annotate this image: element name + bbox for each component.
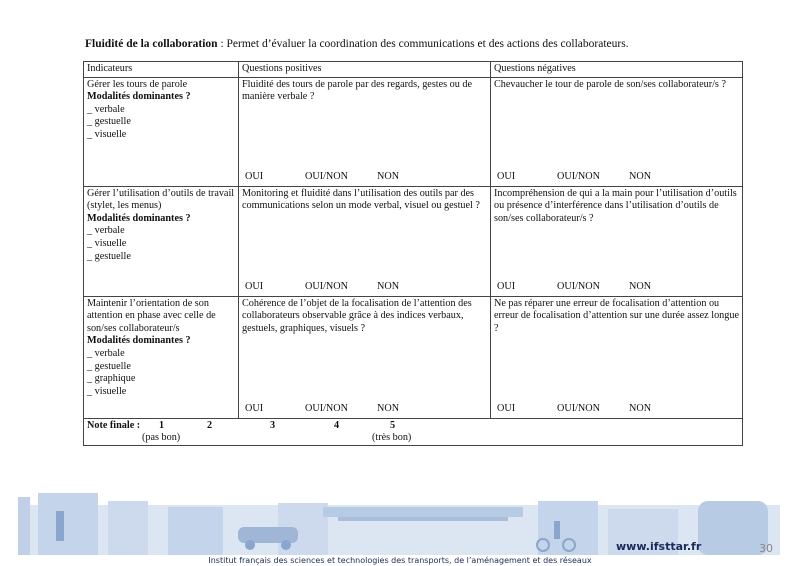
modalite-option: _ verbale: [87, 103, 125, 115]
answer-oui[interactable]: OUI: [497, 281, 516, 292]
answer-non[interactable]: NON: [377, 171, 400, 182]
answer-oui-non[interactable]: OUI/NON: [305, 171, 349, 182]
note-score-5[interactable]: 5: [390, 419, 396, 431]
heading-title: Fluidité de la collaboration: [85, 38, 218, 50]
indicator-title: Gérer l’utilisation d’outils de travail (stylet, les menus): [87, 187, 235, 212]
modalite-option: _ gestuelle: [87, 250, 131, 262]
indicator-title: Maintenir l’orientation de son attention en phase avec celle de son/ses collaborateur/s: [87, 297, 216, 334]
header-questions-negatives: Questions négatives: [491, 62, 743, 78]
answer-oui[interactable]: OUI: [245, 281, 264, 292]
negative-question-cell: [491, 296, 743, 418]
answer-options: [497, 171, 669, 184]
answer-non[interactable]: NON: [377, 281, 400, 292]
table-header-row: [84, 62, 743, 78]
indicator-cell: [84, 296, 239, 418]
positive-question-cell: [239, 296, 491, 418]
modalites-label: Modalités dominantes ?: [87, 335, 191, 347]
header-questions-positives: Questions positives: [239, 62, 491, 78]
note-score-3[interactable]: 3: [270, 419, 276, 431]
answer-oui[interactable]: OUI: [245, 171, 264, 182]
answer-oui-non[interactable]: OUI/NON: [305, 281, 349, 292]
answer-oui[interactable]: OUI: [497, 403, 516, 414]
evaluation-table: [83, 61, 743, 446]
modalite-option: _ visuelle: [87, 385, 127, 397]
header-indicateurs: Indicateurs: [84, 62, 239, 78]
answer-non[interactable]: NON: [629, 281, 652, 292]
positive-question-text: Cohérence de l’objet de la focalisation de l’attention des collaborateurs observable grâce à des indices verbaux, gestuels, graphiques, visuels ?: [242, 297, 472, 334]
answer-options: [245, 171, 417, 184]
answer-options: [497, 281, 669, 294]
note-score-2[interactable]: 2: [207, 419, 213, 431]
modalite-option: _ verbale: [87, 347, 125, 359]
modalite-option: _ gestuelle: [87, 116, 131, 128]
negative-question-cell: [491, 186, 743, 296]
negative-question-text: Ne pas réparer une erreur de focalisation d’attention ou erreur de focalisation d’attention sur une durée assez longue ?: [494, 297, 739, 334]
positive-question-cell: [239, 186, 491, 296]
answer-oui-non[interactable]: OUI/NON: [557, 281, 601, 292]
website-link[interactable]: www.ifsttar.fr: [616, 540, 702, 553]
section-heading: [85, 37, 629, 51]
note-low-label: (pas bon): [142, 431, 181, 443]
modalite-option: _ gestuelle: [87, 360, 131, 372]
modalite-option: _ visuelle: [87, 128, 127, 140]
answer-oui[interactable]: OUI: [497, 171, 516, 182]
answer-oui-non[interactable]: OUI/NON: [305, 403, 349, 414]
institute-name: Institut français des sciences et technologies des transports, de l’aménagement et des réseaux: [208, 556, 592, 565]
answer-non[interactable]: NON: [629, 403, 652, 414]
answer-non[interactable]: NON: [629, 171, 652, 182]
heading-description: : Permet d’évaluer la coordination des communications et des actions des collaborateurs.: [217, 38, 629, 50]
note-finale-label: Note finale :: [87, 419, 141, 431]
answer-options: [497, 403, 669, 416]
modalites-label: Modalités dominantes ?: [87, 91, 191, 103]
negative-question-text: Incompréhension de qui a la main pour l’utilisation d’outils ou présence d’interférence dans l’utilisation d’outils de son/ses collaborateur/s ?: [494, 187, 737, 224]
modalite-option: _ graphique: [87, 373, 136, 385]
negative-question-text: Chevaucher le tour de parole de son/ses collaborateur/s ?: [494, 78, 726, 90]
positive-question-cell: [239, 77, 491, 186]
note-finale-row: [84, 418, 743, 445]
modalite-option: _ verbale: [87, 225, 125, 237]
answer-non[interactable]: NON: [377, 403, 400, 414]
table-row: [84, 186, 743, 296]
indicator-cell: [84, 186, 239, 296]
answer-options: [245, 403, 417, 416]
note-score-4[interactable]: 4: [334, 419, 340, 431]
table-row: [84, 296, 743, 418]
note-high-label: (très bon): [372, 431, 412, 443]
answer-oui[interactable]: OUI: [245, 403, 264, 414]
page-number: 30: [759, 542, 773, 555]
note-finale-cell: [84, 418, 743, 445]
negative-question-cell: [491, 77, 743, 186]
answer-oui-non[interactable]: OUI/NON: [557, 171, 601, 182]
note-score-1[interactable]: 1: [159, 419, 165, 431]
answer-oui-non[interactable]: OUI/NON: [557, 403, 601, 414]
modalite-option: _ visuelle: [87, 237, 127, 249]
indicator-title: Gérer les tours de parole: [87, 78, 188, 90]
answer-options: [245, 281, 417, 294]
modalites-label: Modalités dominantes ?: [87, 212, 191, 224]
positive-question-text: Fluidité des tours de parole par des regards, gestes ou de manière verbale ?: [242, 78, 473, 103]
positive-question-text: Monitoring et fluidité dans l’utilisation des outils par des communications selon un mode verbal, visuel ou gestuel ?: [242, 187, 480, 212]
indicator-cell: [84, 77, 239, 186]
table-row: [84, 77, 743, 186]
